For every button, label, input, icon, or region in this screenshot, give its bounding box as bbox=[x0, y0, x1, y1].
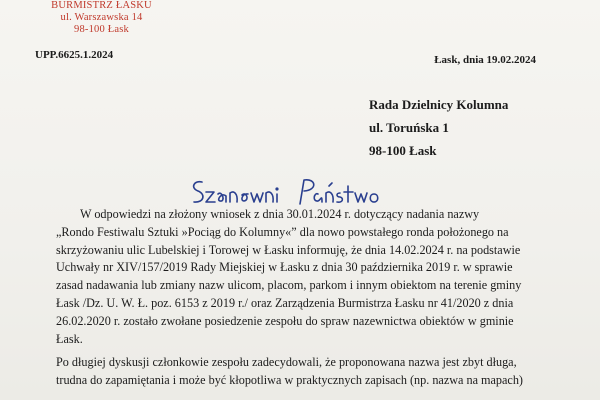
recipient-address bbox=[369, 93, 508, 162]
body-line: „Rondo Festiwalu Sztuki »Pociąg do Kolumny«” dla nowo powstałego ronda położonego na bbox=[56, 224, 509, 239]
paragraph-2 bbox=[56, 354, 566, 390]
recipient-line-3: 98-100 Łask bbox=[369, 143, 437, 158]
body-line: Łask /Dz. U. W. Ł. poz. 6153 z 2019 r./ oraz Zarządzenia Burmistrza Łasku nr 41/2020 z dnia bbox=[56, 295, 514, 310]
stamp-line-2: ul. Warszawska 14 bbox=[60, 12, 143, 23]
body-line: 26.02.2020 r. zostało zwołane posiedzenie zespołu do spraw nazewnictwa obiektów w gminie bbox=[56, 313, 514, 328]
body-line: trudna do zapamiętania i może być kłopotliwa w praktycznych zapisach (np. nazwa na mapach) bbox=[56, 373, 523, 388]
reference-number: UPP.6625.1.2024 bbox=[35, 49, 114, 61]
body-line: skrzyżowaniu ulic Lubelskiej i Torowej w Łasku informuję, że dnia 14.02.2024 r. na podstawie bbox=[56, 242, 521, 257]
stamp-line-1: BURMISTRZ ŁASKU bbox=[51, 0, 152, 11]
stamp-line-3: 98-100 Łask bbox=[74, 24, 129, 35]
paragraph-1 bbox=[56, 206, 566, 348]
body-line: Łask. bbox=[56, 331, 83, 346]
recipient-line-1: Rada Dzielnicy Kolumna bbox=[369, 97, 509, 112]
recipient-line-2: ul. Toruńska 1 bbox=[369, 120, 449, 135]
office-stamp bbox=[34, 0, 169, 36]
body-line: zasad nadawania lub zmiany nazw ulicom, placom, parkom i innym obiektom na terenie gminy bbox=[56, 278, 522, 293]
letter-body bbox=[56, 206, 566, 390]
body-line: Po długiej dyskusji członkowie zespołu zadecydowali, że proponowana nazwa jest zbyt długa, bbox=[56, 355, 517, 370]
letter-date: Łask, dnia 19.02.2024 bbox=[434, 54, 536, 66]
body-line: W odpowiedzi na złożony wniosek z dnia 30.01.2024 r. dotyczący nadania nazwy bbox=[80, 207, 480, 221]
body-line: Uchwały nr XIV/157/2019 Rady Miejskiej w Łasku z dnia 30 października 2019 r. w sprawie bbox=[56, 260, 513, 275]
